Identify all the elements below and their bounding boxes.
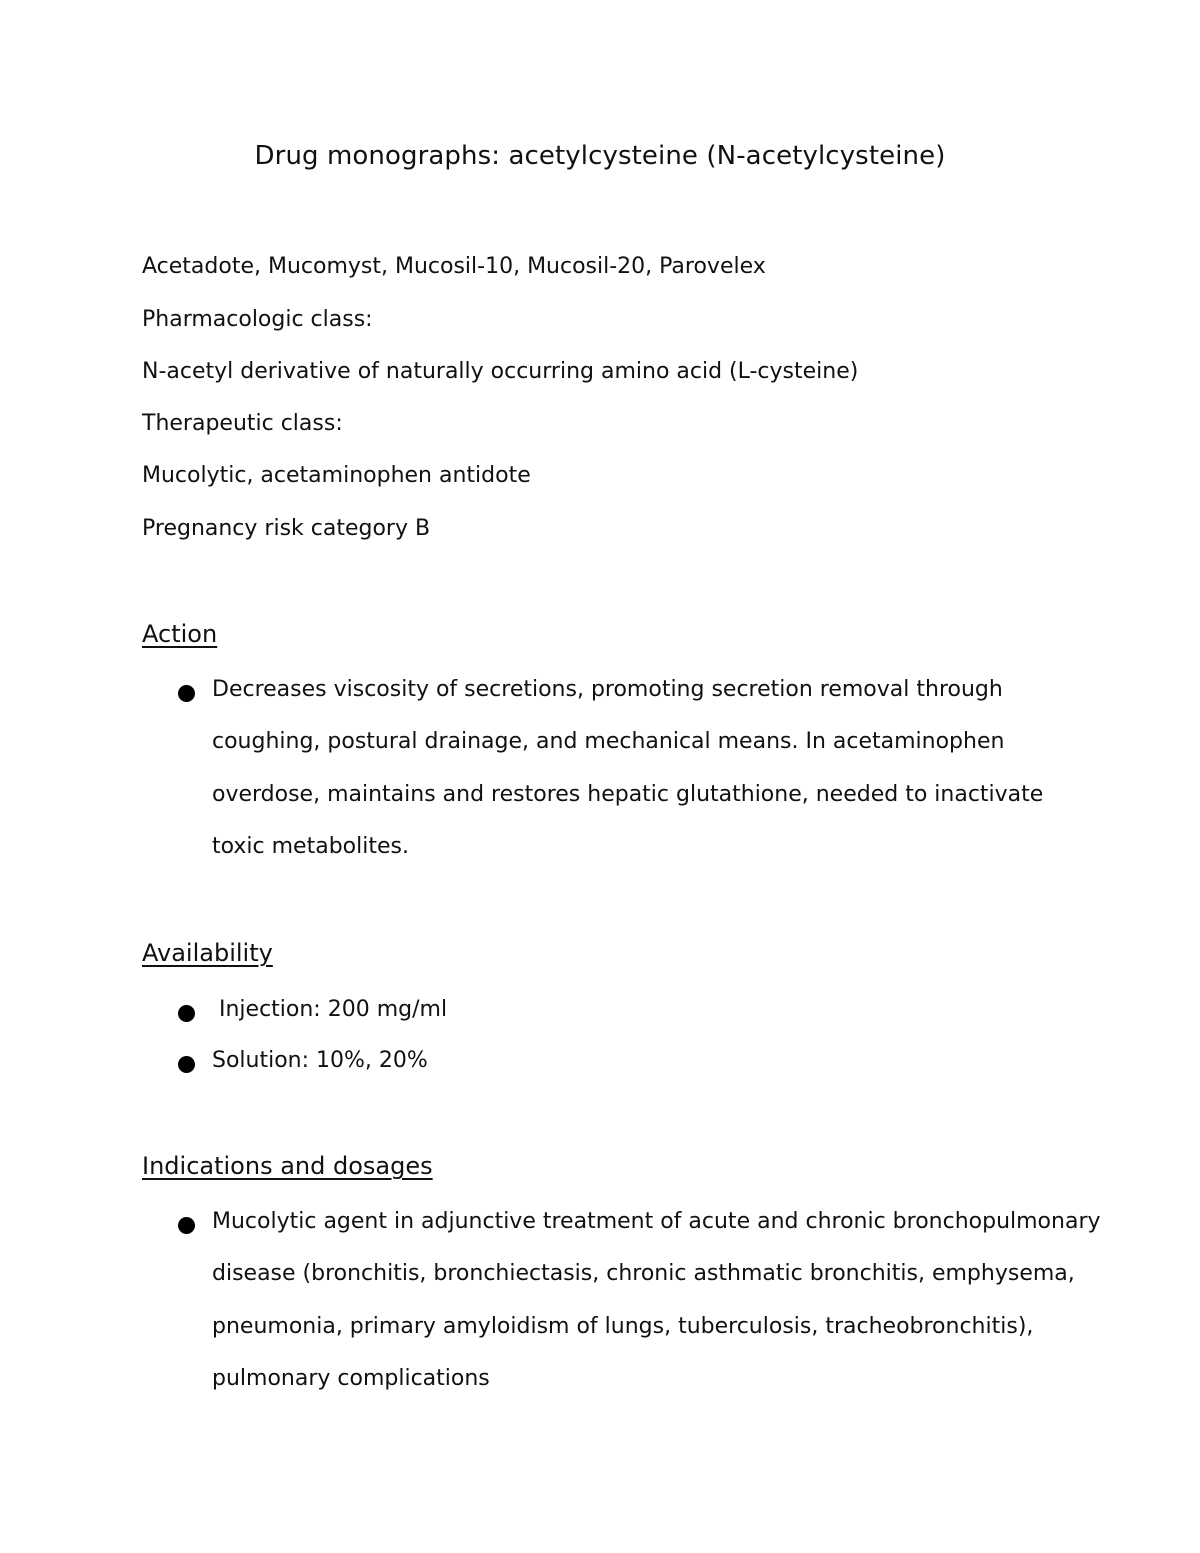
pharmacologic-class-label: Pharmacologic class: xyxy=(142,307,373,332)
therapeutic-class-label: Therapeutic class: xyxy=(142,411,343,436)
bullet-icon xyxy=(178,1217,195,1234)
list-item-text: Injection: 200 mg/ml xyxy=(212,997,448,1022)
list-item-text: Solution: 10%, 20% xyxy=(212,1048,428,1073)
bullet-icon xyxy=(178,1056,195,1073)
list-item-text: Mucolytic agent in adjunctive treatment of acute and chronic bronchopulmonary disease (bronchitis, bronchiectasis, chronic asthmatic bronchitis, emphysema, pneumonia, primary amyloidism of lungs, tuberculosis, tracheobronchitis), pulmonary complications xyxy=(212,1209,1101,1391)
section-heading-availability: Availability xyxy=(142,939,273,967)
bullet-icon xyxy=(178,685,195,702)
section-heading-action: Action xyxy=(142,620,218,648)
section-heading-indications: Indications and dosages xyxy=(142,1152,433,1180)
pregnancy-risk-category: Pregnancy risk category B xyxy=(142,516,431,541)
document-title: Drug monographs: acetylcysteine (N-acetylcysteine) xyxy=(254,141,946,171)
list-item-text: Decreases viscosity of secretions, promoting secretion removal through coughing, postural drainage, and mechanical means. In acetaminophen overdose, maintains and restores hepatic glutathione, needed to inactivate toxic metabolites. xyxy=(212,677,1044,859)
therapeutic-class-value: Mucolytic, acetaminophen antidote xyxy=(142,463,531,488)
brand-names: Acetadote, Mucomyst, Mucosil-10, Mucosil-20, Parovelex xyxy=(142,254,766,279)
bullet-icon xyxy=(178,1005,195,1022)
pharmacologic-class-value: N-acetyl derivative of naturally occurring amino acid (L-cysteine) xyxy=(142,359,859,384)
